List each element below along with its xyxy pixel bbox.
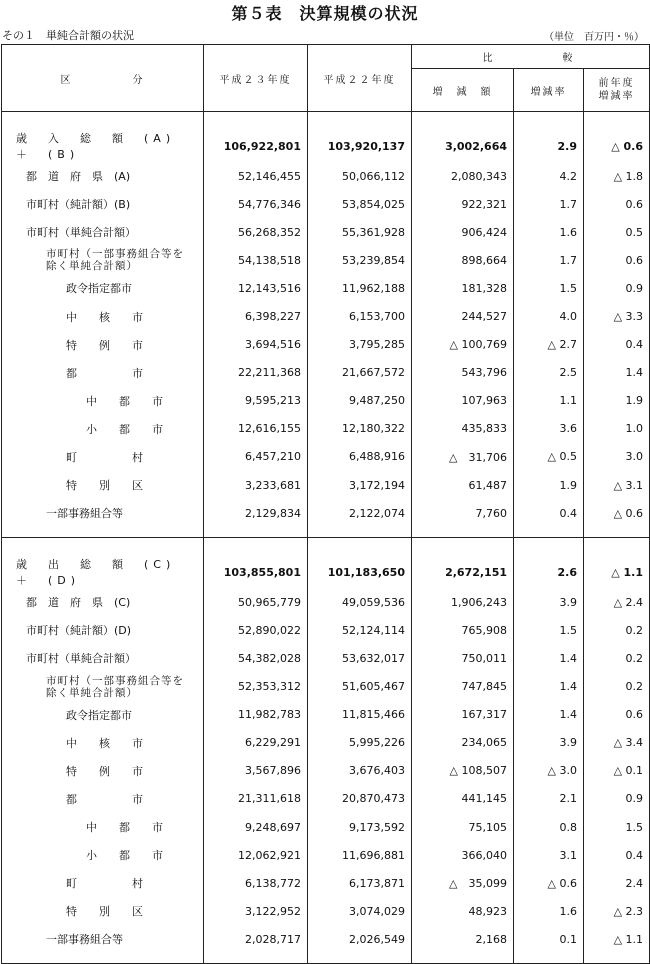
row-label-line2: 除く単純合計額） — [46, 686, 138, 699]
value-rate: 4.2 — [514, 162, 584, 190]
value-h22: 12,180,322 — [308, 415, 412, 443]
value-prev-rate: △ 2.3 — [584, 897, 650, 925]
table-row — [2, 616, 650, 644]
value-diff: 1,906,243 — [412, 588, 514, 616]
header-compare: 比 較 — [412, 45, 650, 69]
value-rate: 1.5 — [514, 616, 584, 644]
row-label — [2, 729, 204, 757]
value-h22: 3,172,194 — [308, 471, 412, 499]
value-rate: 2.9 — [514, 130, 584, 162]
row-label-text: 政令指定都市 — [66, 282, 132, 296]
header-prev-rate-line2: 増減率 — [598, 91, 635, 103]
value-diff: 2,168 — [412, 925, 514, 953]
value-rate: △ 0.6 — [514, 869, 584, 897]
value-prev-rate: 1.0 — [584, 415, 650, 443]
table-row — [2, 729, 650, 757]
value-rate: △ 2.7 — [514, 331, 584, 359]
value-diff: 366,040 — [412, 841, 514, 869]
value-h23: 2,129,834 — [204, 499, 308, 527]
value-rate: 1.4 — [514, 644, 584, 672]
value-rate: 1.7 — [514, 246, 584, 274]
value-h22: 53,854,025 — [308, 190, 412, 218]
value-h23: 12,616,155 — [204, 415, 308, 443]
table-row — [2, 644, 650, 672]
table-row — [2, 925, 650, 953]
row-label-text: 都 道 府 県 (C) — [26, 596, 131, 610]
row-label — [2, 841, 204, 869]
row-label — [2, 359, 204, 387]
header-category: 区 分 — [2, 45, 204, 112]
budget-scale-table — [1, 44, 650, 964]
value-rate: 3.9 — [514, 729, 584, 757]
row-label-text: 特 例 市 — [66, 764, 143, 778]
table-row — [2, 556, 650, 588]
row-label-line1: 市町村（一部事務組合等を — [46, 248, 184, 261]
row-label-text: 特 別 区 — [66, 479, 143, 493]
value-prev-rate: 0.9 — [584, 274, 650, 302]
row-label-text: 特 別 区 — [66, 905, 143, 919]
spacer-row — [2, 527, 650, 538]
value-h23: 21,311,618 — [204, 785, 308, 813]
value-prev-rate: △ 1.1 — [584, 556, 650, 588]
row-label-text: 歳 出 総 額 (C) ＋ (D) — [16, 558, 192, 588]
row-label-text: 小 都 市 — [86, 422, 163, 436]
value-h23: 6,398,227 — [204, 302, 308, 330]
value-h23: 6,138,772 — [204, 869, 308, 897]
value-rate: △ 0.5 — [514, 443, 584, 471]
value-h23: 106,922,801 — [204, 130, 308, 162]
value-diff: 48,923 — [412, 897, 514, 925]
value-h23: 3,694,516 — [204, 331, 308, 359]
row-label — [2, 302, 204, 330]
value-rate: 3.1 — [514, 841, 584, 869]
table-row — [2, 162, 650, 190]
value-rate: 3.9 — [514, 588, 584, 616]
value-diff: 61,487 — [412, 471, 514, 499]
value-diff: 543,796 — [412, 359, 514, 387]
value-diff: 244,527 — [412, 302, 514, 330]
value-h22: 6,488,916 — [308, 443, 412, 471]
value-h23: 3,567,896 — [204, 757, 308, 785]
table-row — [2, 673, 650, 701]
value-diff: 765,908 — [412, 616, 514, 644]
value-prev-rate: △ 0.1 — [584, 757, 650, 785]
row-label-text: 都 市 — [66, 366, 143, 380]
row-label-text: 一部事務組合等 — [46, 507, 123, 521]
value-diff: 2,672,151 — [412, 556, 514, 588]
value-diff: 234,065 — [412, 729, 514, 757]
value-prev-rate: 0.6 — [584, 190, 650, 218]
value-rate: 1.6 — [514, 218, 584, 246]
value-h22: 3,074,029 — [308, 897, 412, 925]
row-label-text: 市町村（純計額）(B) — [26, 198, 131, 212]
row-label — [2, 331, 204, 359]
table-row — [2, 588, 650, 616]
row-label-text: 政令指定都市 — [66, 708, 132, 722]
row-label — [2, 785, 204, 813]
row-label — [2, 218, 204, 246]
table-row — [2, 190, 650, 218]
row-label-text: 小 都 市 — [86, 849, 163, 863]
value-h22: 6,153,700 — [308, 302, 412, 330]
value-prev-rate: △ 3.4 — [584, 729, 650, 757]
value-h22: 103,920,137 — [308, 130, 412, 162]
table-row — [2, 841, 650, 869]
value-h23: 2,028,717 — [204, 925, 308, 953]
value-h23: 54,138,518 — [204, 246, 308, 274]
row-label-text: 町 村 — [66, 877, 143, 891]
header-rate: 増減率 — [514, 69, 584, 112]
table-row — [2, 387, 650, 415]
value-h23: 54,382,028 — [204, 644, 308, 672]
page-title: 第５表 決算規模の状況 — [231, 4, 419, 23]
value-diff: △ 108,507 — [412, 757, 514, 785]
unit-note: （単位 百万円・％） — [544, 32, 644, 43]
header-prev-rate-line1: 前年度 — [598, 78, 635, 90]
header-h22: 平成２２年度 — [308, 45, 412, 112]
row-label-line1: 市町村（一部事務組合等を — [46, 674, 184, 687]
value-rate: 1.9 — [514, 471, 584, 499]
row-label — [2, 499, 204, 527]
row-label-text: 町 村 — [66, 450, 143, 464]
row-label — [2, 673, 204, 701]
value-prev-rate: △ 3.3 — [584, 302, 650, 330]
value-h22: 2,026,549 — [308, 925, 412, 953]
value-h23: 56,268,352 — [204, 218, 308, 246]
value-h22: 6,173,871 — [308, 869, 412, 897]
value-h23: 52,146,455 — [204, 162, 308, 190]
table-row — [2, 359, 650, 387]
value-h23: 9,595,213 — [204, 387, 308, 415]
row-label — [2, 190, 204, 218]
value-prev-rate: 0.4 — [584, 331, 650, 359]
value-h23: 9,248,697 — [204, 813, 308, 841]
row-label — [2, 813, 204, 841]
table-row — [2, 246, 650, 274]
spacer-row — [2, 112, 650, 131]
table-row — [2, 274, 650, 302]
value-diff: 750,011 — [412, 644, 514, 672]
value-prev-rate: 1.5 — [584, 813, 650, 841]
value-diff: 2,080,343 — [412, 162, 514, 190]
value-diff: 906,424 — [412, 218, 514, 246]
value-rate: 1.7 — [514, 190, 584, 218]
value-diff: △ 35,099 — [412, 869, 514, 897]
value-h22: 2,122,074 — [308, 499, 412, 527]
value-diff: 435,833 — [412, 415, 514, 443]
value-h22: 55,361,928 — [308, 218, 412, 246]
row-label-text: 中 都 市 — [86, 394, 163, 408]
row-label — [2, 869, 204, 897]
value-h23: 6,229,291 — [204, 729, 308, 757]
value-prev-rate: 0.2 — [584, 644, 650, 672]
table-row — [2, 130, 650, 162]
value-prev-rate: △ 3.1 — [584, 471, 650, 499]
value-prev-rate: △ 1.1 — [584, 925, 650, 953]
value-diff: 3,002,664 — [412, 130, 514, 162]
value-h22: 52,124,114 — [308, 616, 412, 644]
value-h22: 11,962,188 — [308, 274, 412, 302]
row-label-text: 市町村（単純合計額） — [26, 652, 136, 666]
row-label — [2, 897, 204, 925]
table-row — [2, 869, 650, 897]
value-rate: 0.4 — [514, 499, 584, 527]
row-label — [2, 246, 204, 274]
table-row — [2, 415, 650, 443]
table-row — [2, 302, 650, 330]
spacer-row — [2, 953, 650, 964]
value-h22: 20,870,473 — [308, 785, 412, 813]
value-rate: 1.4 — [514, 701, 584, 729]
table-row — [2, 499, 650, 527]
value-h23: 3,122,952 — [204, 897, 308, 925]
row-label — [2, 471, 204, 499]
value-diff: 107,963 — [412, 387, 514, 415]
row-label-text: 中 核 市 — [66, 736, 143, 750]
value-rate: 0.1 — [514, 925, 584, 953]
value-h22: 11,815,466 — [308, 701, 412, 729]
row-label — [2, 616, 204, 644]
value-rate: 0.8 — [514, 813, 584, 841]
value-h22: 9,487,250 — [308, 387, 412, 415]
table-row — [2, 331, 650, 359]
value-rate: 4.0 — [514, 302, 584, 330]
value-diff: 898,664 — [412, 246, 514, 274]
value-prev-rate: 0.2 — [584, 616, 650, 644]
row-label-text: 市町村（純計額）(D) — [26, 624, 132, 638]
row-label — [2, 415, 204, 443]
value-prev-rate: 0.6 — [584, 701, 650, 729]
header-h23: 平成２３年度 — [204, 45, 308, 112]
value-prev-rate: 0.6 — [584, 246, 650, 274]
row-label — [2, 443, 204, 471]
value-h22: 11,696,881 — [308, 841, 412, 869]
row-label — [2, 925, 204, 953]
value-diff: 441,145 — [412, 785, 514, 813]
value-h22: 53,239,854 — [308, 246, 412, 274]
spacer-row — [2, 538, 650, 557]
table-body — [2, 112, 650, 964]
value-h22: 21,667,572 — [308, 359, 412, 387]
value-rate: 2.6 — [514, 556, 584, 588]
value-prev-rate: 0.9 — [584, 785, 650, 813]
value-rate: 1.5 — [514, 274, 584, 302]
value-diff: 75,105 — [412, 813, 514, 841]
value-prev-rate: 0.2 — [584, 673, 650, 701]
value-prev-rate: △ 2.4 — [584, 588, 650, 616]
value-h23: 3,233,681 — [204, 471, 308, 499]
table-subtitle: その１ 単純合計額の状況 — [2, 29, 134, 42]
value-h22: 101,183,650 — [308, 556, 412, 588]
value-rate: 3.6 — [514, 415, 584, 443]
row-label-text: 都 市 — [66, 792, 143, 806]
row-label — [2, 757, 204, 785]
value-h22: 50,066,112 — [308, 162, 412, 190]
value-h23: 11,982,783 — [204, 701, 308, 729]
table-row — [2, 443, 650, 471]
value-h23: 54,776,346 — [204, 190, 308, 218]
table-row — [2, 813, 650, 841]
value-prev-rate: △ 0.6 — [584, 499, 650, 527]
value-h22: 53,632,017 — [308, 644, 412, 672]
value-diff: △ 100,769 — [412, 331, 514, 359]
value-prev-rate: △ 1.8 — [584, 162, 650, 190]
value-h22: 9,173,592 — [308, 813, 412, 841]
table-row — [2, 471, 650, 499]
value-diff: △ 31,706 — [412, 443, 514, 471]
row-label-line2: 除く単純合計額） — [46, 260, 138, 273]
row-label — [2, 162, 204, 190]
value-diff: 167,317 — [412, 701, 514, 729]
row-label — [2, 556, 204, 588]
row-label — [2, 644, 204, 672]
row-label — [2, 588, 204, 616]
value-h22: 3,676,403 — [308, 757, 412, 785]
value-h23: 12,143,516 — [204, 274, 308, 302]
row-label — [2, 701, 204, 729]
value-diff: 747,845 — [412, 673, 514, 701]
row-label — [2, 274, 204, 302]
row-label-text: 中 都 市 — [86, 821, 163, 835]
table-row — [2, 757, 650, 785]
value-rate: 1.6 — [514, 897, 584, 925]
value-prev-rate: 1.9 — [584, 387, 650, 415]
row-label — [2, 130, 204, 162]
row-label-text: 市町村（単純合計額） — [26, 226, 136, 240]
value-rate: 1.1 — [514, 387, 584, 415]
row-label-text: 都 道 府 県 (A) — [26, 170, 131, 184]
value-h23: 50,965,779 — [204, 588, 308, 616]
value-h22: 3,795,285 — [308, 331, 412, 359]
row-label-text: 一部事務組合等 — [46, 933, 123, 947]
value-rate: 2.5 — [514, 359, 584, 387]
value-prev-rate: 2.4 — [584, 869, 650, 897]
value-h22: 51,605,467 — [308, 673, 412, 701]
value-h22: 5,995,226 — [308, 729, 412, 757]
row-label — [2, 387, 204, 415]
value-diff: 7,760 — [412, 499, 514, 527]
table-row — [2, 701, 650, 729]
value-diff: 922,321 — [412, 190, 514, 218]
table-row — [2, 785, 650, 813]
value-h23: 12,062,921 — [204, 841, 308, 869]
value-prev-rate: 1.4 — [584, 359, 650, 387]
value-prev-rate: 0.4 — [584, 841, 650, 869]
value-rate: 2.1 — [514, 785, 584, 813]
value-h22: 49,059,536 — [308, 588, 412, 616]
row-label-text: 特 例 市 — [66, 338, 143, 352]
row-label-text: 中 核 市 — [66, 310, 143, 324]
value-prev-rate: 0.5 — [584, 218, 650, 246]
table-row — [2, 218, 650, 246]
value-rate: △ 3.0 — [514, 757, 584, 785]
header-prev-rate — [584, 69, 650, 112]
value-h23: 52,890,022 — [204, 616, 308, 644]
header-diff: 増 減 額 — [412, 69, 514, 112]
value-h23: 103,855,801 — [204, 556, 308, 588]
value-h23: 52,353,312 — [204, 673, 308, 701]
value-h23: 22,211,368 — [204, 359, 308, 387]
table-row — [2, 897, 650, 925]
value-prev-rate: △ 0.6 — [584, 130, 650, 162]
value-diff: 181,328 — [412, 274, 514, 302]
row-label-text: 歳 入 総 額 (A) ＋ (B) — [16, 132, 192, 161]
value-h23: 6,457,210 — [204, 443, 308, 471]
value-prev-rate: 3.0 — [584, 443, 650, 471]
value-rate: 1.4 — [514, 673, 584, 701]
